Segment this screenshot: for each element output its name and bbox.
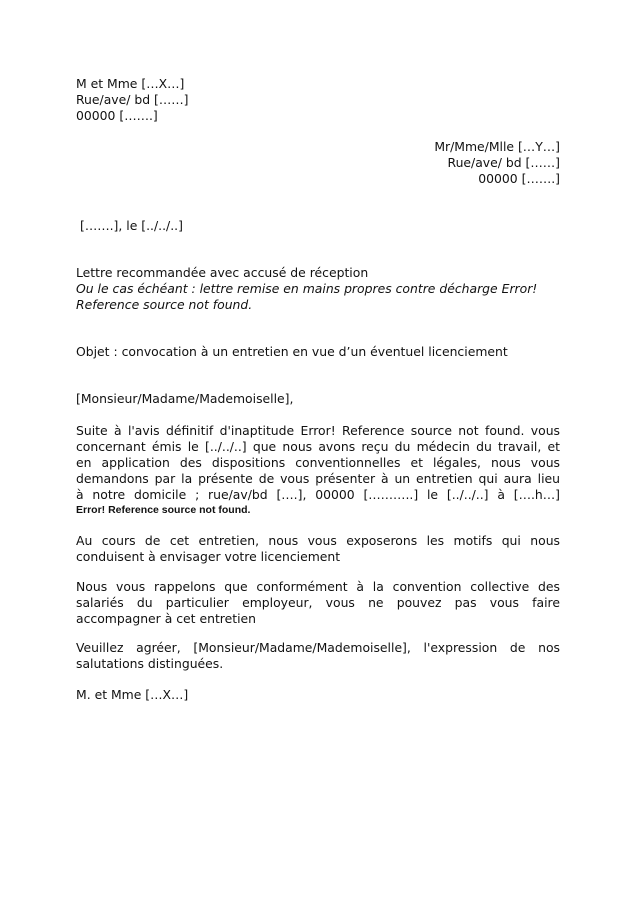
p1-line-3: en application des dispositions conventionnelles et légales, nous vous xyxy=(76,455,560,470)
recipient-postal: 00000 […….] xyxy=(478,171,560,186)
paragraph-motives: Au cours de cet entretien, nous vous exposerons les motifs qui nous conduisent à envisager votre licenciement xyxy=(76,533,560,564)
sender-street: Rue/ave/ bd [……] xyxy=(76,92,189,107)
sender-address xyxy=(76,76,560,124)
p1-line-5: à notre domicile ; rue/av/bd [….], 00000 [………..] le [../../..] à [….h…] xyxy=(76,487,560,502)
paragraph-closing: Veuillez agréer, [Monsieur/Madame/Mademoiselle], l'expression de nos salutations distinguées. xyxy=(76,640,560,671)
p1-line-2: concernant émis le [../../..] que nous avons reçu du médecin du travail, et xyxy=(76,439,560,454)
recipient-address xyxy=(76,139,560,187)
delivery-registered: Lettre recommandée avec accusé de réception xyxy=(76,265,369,280)
recipient-name: Mr/Mme/Mlle […Y…] xyxy=(434,139,560,154)
recipient-street: Rue/ave/ bd [……] xyxy=(447,155,560,170)
paragraph-accompaniment: Nous vous rappelons que conformément à la convention collective des salariés du particulier employeur, vous ne pouvez pas vous faire accompagner à cet entretien xyxy=(76,579,560,626)
subject-line: Objet : convocation à un entretien en vue d’un éventuel licenciement xyxy=(76,344,508,359)
signature: M. et Mme […X…] xyxy=(76,687,189,702)
sender-name: M et Mme […X…] xyxy=(76,76,185,91)
paragraph-convocation xyxy=(76,423,560,517)
sender-postal: 00000 […….] xyxy=(76,108,158,123)
p1-line-1: Suite à l'avis définitif d'inaptitude Error! Reference source not found. vous xyxy=(76,423,560,438)
p1-error-reference: Error! Reference source not found. xyxy=(76,504,251,516)
delivery-alt-line1: Ou le cas échéant : lettre remise en mains propres contre décharge Error! xyxy=(76,281,538,296)
salutation: [Monsieur/Madame/Mademoiselle], xyxy=(76,391,294,406)
place-date: […….], le [../../..] xyxy=(80,218,183,233)
p1-line-4: demandons par la présente de vous présenter à un entretien qui aura lieu xyxy=(76,471,560,486)
delivery-alt-line2: Reference source not found. xyxy=(76,297,253,312)
delivery-mode xyxy=(76,265,560,313)
